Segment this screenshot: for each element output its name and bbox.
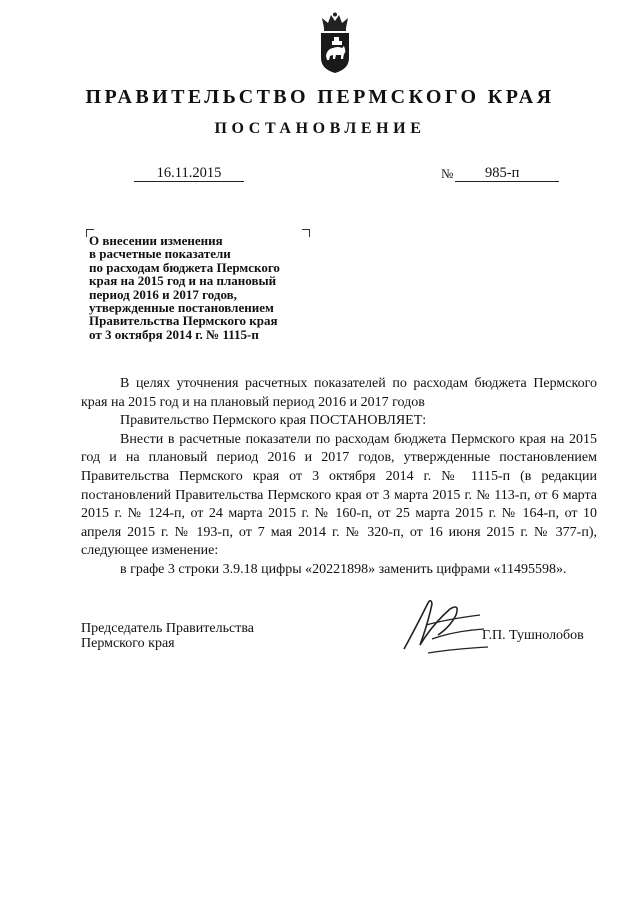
- coat-of-arms-icon: [318, 12, 352, 74]
- document-type: ПОСТАНОВЛЕНИЕ: [214, 120, 426, 137]
- document-subject: [89, 234, 324, 341]
- subject-line: Правительства Пермского края: [89, 313, 278, 329]
- subject-line: в расчетные показатели: [89, 246, 231, 262]
- government-title: ПРАВИТЕЛЬСТВО ПЕРМСКОГО КРАЯ: [85, 86, 555, 108]
- number-underline: [455, 181, 559, 182]
- date-value: 16.11.2015: [156, 165, 222, 181]
- subject-line: края на 2015 год и на плановый: [89, 273, 277, 289]
- document-body: [81, 375, 597, 580]
- subject-line: О внесении изменения: [89, 233, 223, 248]
- subject-line: период 2016 и 2017 годов,: [89, 286, 237, 302]
- date-underline: [134, 181, 244, 182]
- position-line: Пермского края: [81, 636, 175, 651]
- preamble-paragraph: В целях уточнения расчетных показателей по расходам бюджета Пермского края на 2015 год и на плановый период 2016 и 2017 годов: [81, 376, 597, 410]
- signatory-position: [81, 621, 254, 651]
- position-line: Председатель Правительства: [81, 621, 254, 636]
- subject-line: утвержденные постановлением: [89, 300, 274, 316]
- number-value: 985-п: [485, 165, 520, 181]
- signatory-name: Г.П. Тушнолобов: [482, 628, 584, 643]
- number-sign: №: [441, 166, 454, 181]
- document-number: [455, 165, 559, 183]
- document-date: [134, 165, 244, 183]
- amendment-paragraph: Внести в расчетные показатели по расходам бюджета Пермского края на 2015 год и на плановый период 2016 и 2017 годов, утвержденные постановлением Правительства Пермского края от 3 октября 2014 г. № 1115-п (в редакции постановлений Правительства Пермского края от 3 марта 2015 г. № 113-п, от 6 марта 2015 г. № 124-п, от 24 марта 2015 г. № 160-п, от 25 марта 2015 г. № 164-п, от 10 апреля 2015 г. № 193-п, от 7 мая 2014 г. № 320-п, от 16 июня 2015 г. № 377-п), следующее изменение:: [81, 431, 597, 559]
- handwritten-signature-icon: [398, 595, 490, 657]
- subject-line: по расходам бюджета Пермского: [89, 259, 280, 275]
- subject-line: от 3 октября 2014 г. № 1115-п: [89, 326, 259, 342]
- change-paragraph: в графе 3 строки 3.9.18 цифры «20221898» заменить цифрами «11495598».: [120, 561, 567, 577]
- resolution-paragraph: Правительство Пермского края ПОСТАНОВЛЯЕТ:: [120, 413, 427, 429]
